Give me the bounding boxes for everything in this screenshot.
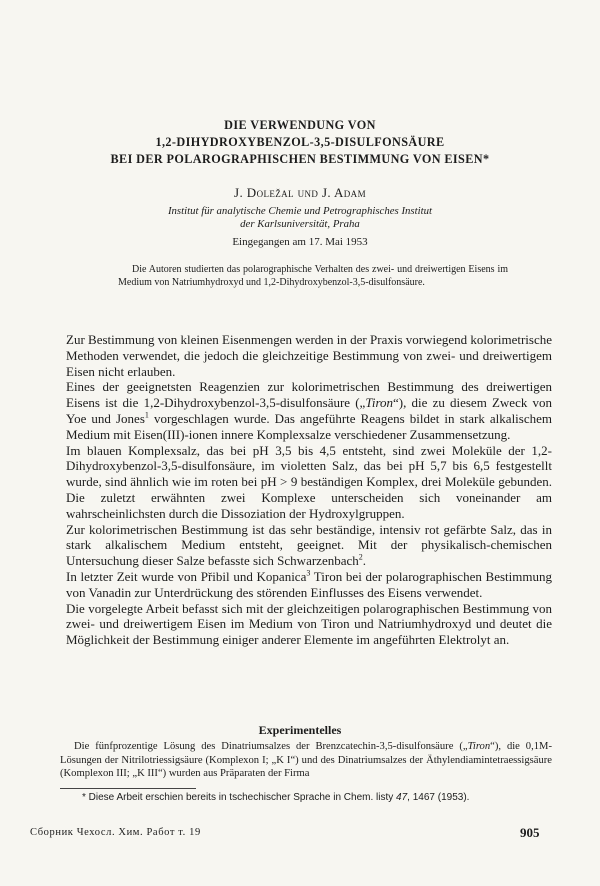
body-text — [66, 332, 552, 648]
affiliation-line-1: Institut für analytische Chemie und Petrographisches Institut — [167, 205, 433, 217]
paragraph-1: Zur Bestimmung von kleinen Eisenmengen werden in der Praxis vorwiegend kolorimetrische Methoden verwendet, die jedoch die gleichzeitige Bestimmung von zwei- und dreiwertigem Eisen nicht erlauben. — [66, 332, 552, 379]
paragraph-3: Im blauen Komplexsalz, das bei pH 3,5 bis 4,5 entsteht, sind zwei Moleküle der 1,2-Dihydroxybenzol-3,5-disulfonsäure, im violetten Salz, das bei pH 5,7 bis 6,5 festgestellt wurde, sind ähnlich wie im roten bei pH > 9 beständigen Komplex, drei Moleküle gebunden. Die zuletzt erwähnten zwei Komplexe unterscheiden sich voneinander am wahrscheinlichsten durch die Dissoziation der Hydroxylgruppen. — [66, 442, 552, 521]
footnote-rule — [60, 788, 196, 789]
citation-3: 3 — [306, 568, 311, 578]
paragraph-5: In letzter Zeit wurde von Přibil und Kopanica$^3$ Tiron bei der polarographischen Bestimmung von Vanadin zur Unterdrückung des störenden Einflusses des Eisens verwendet. — [66, 568, 552, 600]
received-date: Eingegangen am 17. Mai 1953 — [232, 236, 368, 248]
authors: J. Doležal und J. Adam — [234, 185, 366, 200]
paragraph-6: Die vorgelegte Arbeit befasst sich mit der gleichzeitigen polarographischen Bestimmung von zwei- und dreiwertigem Eisen im Medium von Tiron und Natriumhydroxyd und deutet die Möglichkeit der Bestimmung einiger anderer Elemente im angeführten Elektrolyt an. — [66, 600, 552, 648]
footnote: * Diese Arbeit erschien bereits in tschechischer Sprache in Chem. listy 47, 1467 (1953). — [82, 792, 470, 803]
abstract: Die Autoren studierten das polarographische Verhalten des zwei- und dreiwertigen Eisens im Medium von Natriumhydroxyd und 1,2-Dihydroxybenzol-3,5-disulfonsäure. — [118, 264, 508, 288]
citation-2: 2 — [358, 552, 363, 562]
affiliation — [110, 205, 490, 231]
paragraph-2: Eines der geeignetsten Reagenzien zur kolorimetrischen Bestimmung des dreiwertigen Eisens ist die 1,2-Dihydroxybenzol-3,5-disulfonsäure („Tiron“), die zu diesem Zweck von Yoe und Jones$^1$ vorgeschlagen wurde. Das angeführte Reagens bildet in stark alkalischem Medium mit Eisen(III)-ionen innere Komplexsalze verschiedener Zusammensetzung. — [66, 379, 552, 442]
page-number: 905 — [520, 825, 540, 840]
title-line-3: BEI DER POLAROGRAPHISCHEN BESTIMMUNG VON EISEN* — [110, 152, 490, 166]
section-heading-experimental: Experimentelles — [258, 723, 342, 737]
title-line-1: DIE VERWENDUNG VON — [224, 118, 376, 132]
journal-name: Сборник Чехосл. Хим. Работ т. 19 — [30, 827, 201, 838]
experimental-text: Die fünfprozentige Lösung des Dinatriumsalzes der Brenzcatechin-3,5-disulfonsäure („Tiron“), die 0,1M-Lösungen der Nitrilotriessigsäure (Komplexon I; „K I“) und des Dinatriumsalzes der Äthylendiamintetraessigsäure (Komplexon III; „K III“) wurden aus Präparaten der Firma — [60, 741, 552, 780]
affiliation-line-2: der Karlsuniversität, Praha — [240, 218, 360, 230]
citation-1: 1 — [144, 410, 149, 420]
paragraph-4: Zur kolorimetrischen Bestimmung ist das sehr beständige, intensiv rot gefärbte Salz, das in stark alkalischem Medium entsteht, geeignet. Mit der physikalisch-chemischen Untersuchung dieser Salze befasste sich Schwarzenbach$^2$. — [66, 521, 552, 569]
title-line-2: 1,2-DIHYDROXYBENZOL-3,5-DISULFONSÄURE — [155, 135, 445, 149]
